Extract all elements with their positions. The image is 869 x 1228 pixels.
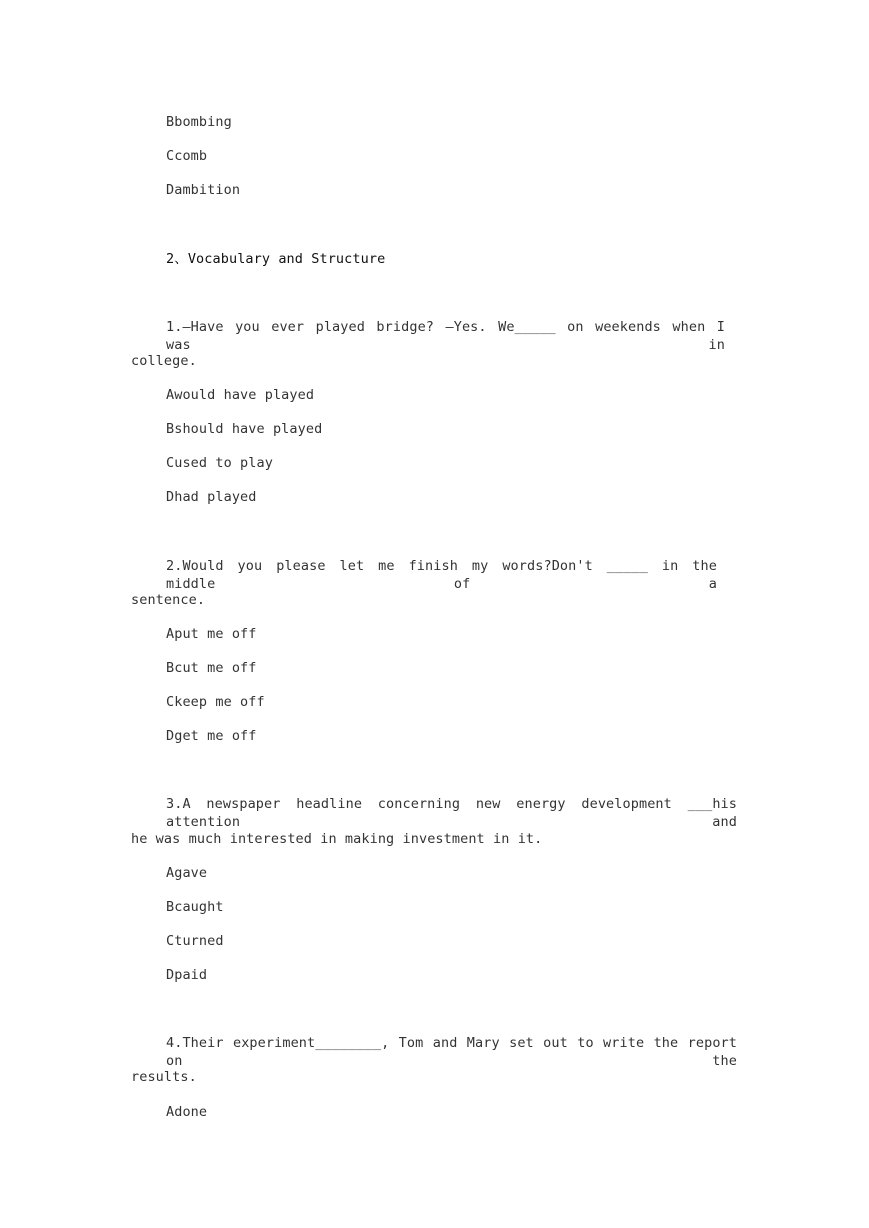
question-3-text-continued: he was much interested in making investment in it. (131, 831, 543, 847)
question-4-text: 4.Their experiment________, Tom and Mary set out to write the report on the (166, 1035, 737, 1069)
question-1-option-a: Awould have played (166, 387, 315, 403)
question-2-option-b: Bcut me off (166, 660, 257, 676)
option-c: Ccomb (166, 148, 208, 164)
option-b: Bbombing (166, 114, 232, 130)
question-2-text-continued: sentence. (131, 592, 206, 608)
question-3-text: 3.A newspaper headline concerning new energy development ___his attention and (166, 796, 737, 830)
question-3-option-d: Dpaid (166, 967, 208, 983)
question-2-option-d: Dget me off (166, 728, 257, 744)
question-4-option-a: Adone (166, 1104, 208, 1120)
question-2-option-c: Ckeep me off (166, 694, 265, 710)
question-1-option-b: Bshould have played (166, 421, 323, 437)
question-1-option-c: Cused to play (166, 455, 273, 471)
question-3-option-c: Cturned (166, 933, 224, 949)
question-1-text-continued: college. (131, 353, 197, 369)
section-title: 2、Vocabulary and Structure (166, 251, 386, 267)
question-3-option-a: Agave (166, 865, 208, 881)
question-1-text: 1.—Have you ever played bridge? —Yes. We_____ on weekends when I was in (166, 319, 725, 353)
question-2-text: 2.Would you please let me finish my words?Don't _____ in the middle of a (166, 558, 717, 592)
question-4-text-continued: results. (131, 1069, 197, 1085)
question-2-option-a: Aput me off (166, 626, 257, 642)
question-3-option-b: Bcaught (166, 899, 224, 915)
option-d: Dambition (166, 182, 241, 198)
question-1-option-d: Dhad played (166, 489, 257, 505)
